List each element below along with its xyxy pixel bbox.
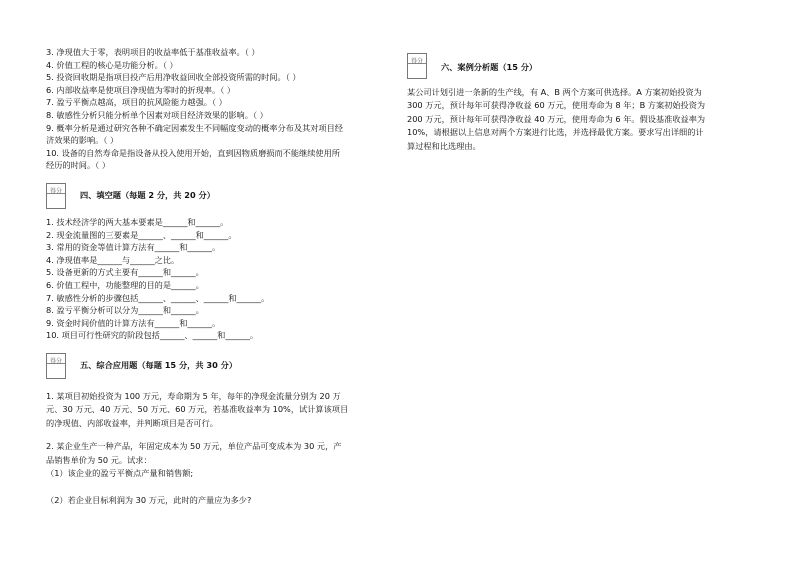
fill-blank-list [46, 216, 391, 342]
tf-item: 6. 内部收益率是使项目净现值为零时的折现率。（ ） [46, 84, 236, 95]
tf-item: 8. 敏感性分析只能分析单个因素对项目经济效果的影响。（ ） [46, 109, 268, 120]
score-box [46, 353, 66, 379]
blank-item: 6. 价值工程中，功能整理的目的是______。 [46, 279, 204, 290]
case-line: 300 万元，预计每年可获得净收益 60 万元，使用寿命为 8 年；B 方案初始投资为 [407, 100, 706, 111]
score-label: 得分 [47, 186, 65, 194]
blank-item: 4. 净现值率是______与______之比。 [46, 254, 180, 265]
tf-item: 5. 投资回收期是指项目投产后用净收益回收全部投资所需的时间。（ ） [46, 72, 301, 83]
section5-title: 五、综合应用题（每题 15 分，共 30 分） [80, 360, 238, 371]
section6-header [407, 52, 752, 80]
blank-item: 10. 项目可行性研究的阶段包括______、______和______。 [46, 330, 259, 341]
case-line: 某公司计划引进一条新的生产线，有 A、B 两个方案可供选择。A 方案初始投资为 [407, 87, 702, 97]
question-line: 1. 某项目初始投资为 100 万元，寿命期为 5 年，每年的净现金流量分别为 20 万 [46, 390, 341, 401]
question-subpart: （2）若企业目标利润为 30 万元，此时的产量应为多少? [46, 495, 252, 506]
section5-header [46, 352, 391, 380]
true-false-list [46, 46, 391, 172]
case-line: 200 万元，预计每年可获得净收益 40 万元，使用寿命为 6 年。假设基准收益率为 [407, 113, 706, 124]
case-body [407, 86, 752, 153]
question-2 [46, 440, 391, 508]
tf-item: 9. 概率分析是通过研究各种不确定因素发生不同幅度变动的概率分布及其对项目经 [46, 122, 343, 133]
score-label: 得分 [408, 56, 426, 64]
tf-item: 经历的时间。（ ） [46, 160, 111, 171]
tf-item: 7. 盈亏平衡点越高，项目的抗风险能力越强。（ ） [46, 97, 227, 108]
blank-item: 7. 敏感性分析的步骤包括______、______、______和______。 [46, 292, 270, 303]
section6-title: 六、案例分析题（15 分） [441, 61, 538, 72]
right-column [407, 52, 752, 153]
tf-item: 10. 设备的自然寿命是指设备从投入使用开始，直到因物质磨损而不能继续使用所 [46, 147, 340, 158]
blank-item: 5. 设备更新的方式主要有______和______。 [46, 267, 204, 278]
blank-item: 2. 现金流量图的三要素是______、______和______。 [46, 229, 237, 240]
case-line: 算过程和比选理由。 [407, 140, 481, 151]
section4-title: 四、填空题（每题 2 分，共 20 分） [80, 190, 215, 201]
tf-item: 济效果的影响。（ ） [46, 135, 119, 146]
blank-item: 1. 技术经济学的两大基本要素是______和______。 [46, 216, 229, 227]
question-1 [46, 390, 391, 430]
blank-item: 9. 资金时间价值的计算方法有______和______。 [46, 317, 221, 328]
score-box [46, 183, 66, 209]
question-line: 元、30 万元、40 万元、50 万元、60 万元，若基准收益率为 10%，试计算该项目 [46, 404, 349, 415]
question-line: 的净现值、内部收益率，并判断项目是否可行。 [46, 417, 218, 428]
left-column [46, 46, 391, 508]
tf-item: 4. 价值工程的核心是功能分析。（ ） [46, 59, 178, 70]
blank-item: 3. 常用的资金等值计算方法有______和______。 [46, 242, 221, 253]
score-box [407, 53, 427, 79]
question-line: 2. 某企业生产一种产品，年固定成本为 50 万元，单位产品可变成本为 30 元，产 [46, 441, 342, 452]
score-label: 得分 [47, 356, 65, 364]
question-subpart: （1）该企业的盈亏平衡点产量和销售额; [46, 467, 194, 478]
section4-header [46, 182, 391, 210]
blank-item: 8. 盈亏平衡分析可以分为______和______。 [46, 305, 204, 316]
tf-item: 3. 净现值大于零，表明项目的收益率低于基准收益率。（ ） [46, 47, 260, 57]
case-line: 10%，请根据以上信息对两个方案进行比选，并选择最优方案。要求写出详细的计 [407, 127, 704, 138]
question-line: 品销售单价为 50 元。试求： [46, 454, 152, 465]
